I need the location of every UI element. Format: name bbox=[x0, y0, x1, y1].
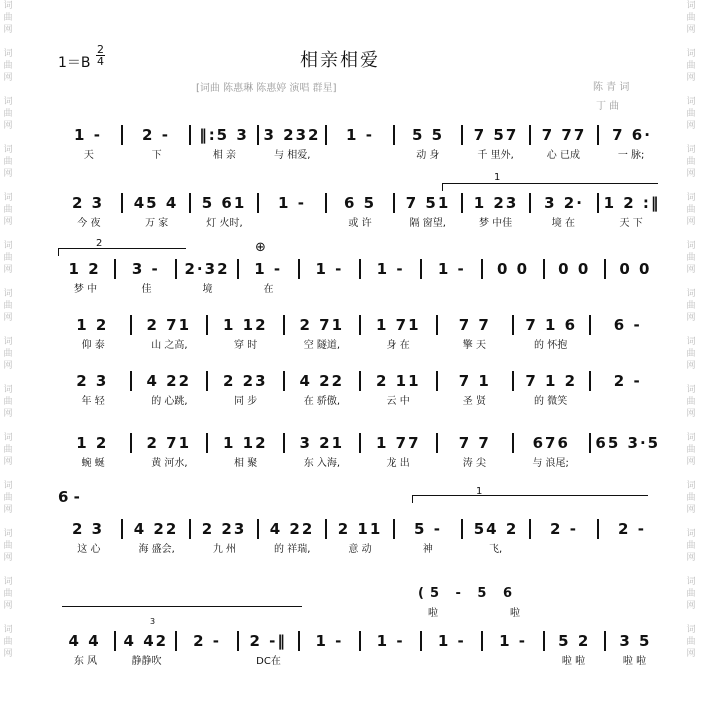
measure: 1 - bbox=[437, 632, 466, 650]
measure: 2 -‖ bbox=[249, 632, 287, 650]
notes-line bbox=[55, 370, 665, 392]
lyric: 在 bbox=[263, 284, 274, 295]
upper-voice-notes: (5 - 5 6 bbox=[418, 586, 519, 601]
measure: 3 21 bbox=[299, 434, 345, 452]
lyric: 东 入海, bbox=[303, 458, 341, 469]
watermark-right: 词 曲 网 词 曲 网 词 曲 网 词 曲 网 词 曲 网 词 曲 网 词 曲 网 词 曲 网 词 曲 网 词 曲 网 词 曲 网 词 曲 网 词 曲 网 词 曲 网 bbox=[686, 1, 696, 659]
measure: 7 6· bbox=[612, 126, 652, 144]
measure: 3 - bbox=[131, 260, 160, 278]
volta-2-bracket bbox=[58, 248, 186, 249]
lyric bbox=[177, 652, 238, 668]
lyric: 天 下 bbox=[619, 218, 643, 229]
lyric: 相 亲 bbox=[212, 150, 237, 161]
lyric: 黄 河水, bbox=[151, 458, 188, 469]
measure: 2 3 bbox=[76, 372, 109, 390]
measure: 2 3 bbox=[71, 520, 105, 538]
lyric bbox=[589, 336, 665, 352]
measure: 3 232 bbox=[263, 126, 321, 144]
watermark-left: 词 曲 网 词 曲 网 词 曲 网 词 曲 网 词 曲 网 词 曲 网 词 曲 网 词 曲 网 词 曲 网 词 曲 网 词 曲 网 词 曲 网 词 曲 网 词 曲 网 bbox=[3, 1, 13, 659]
lyric: 千 里外, bbox=[477, 150, 514, 161]
key-signature: 1＝B bbox=[58, 55, 91, 71]
lyric bbox=[299, 280, 360, 296]
measure: 2 71 bbox=[146, 434, 192, 452]
lyric: 静静吹 bbox=[131, 656, 162, 667]
measure: 1 23 bbox=[473, 194, 519, 212]
measure: 54 2 bbox=[473, 520, 519, 538]
lyric bbox=[326, 146, 394, 162]
lyric: 下 bbox=[151, 150, 162, 161]
lyric: 啦 啦 bbox=[622, 656, 647, 667]
measure: 5 - bbox=[414, 520, 442, 538]
lyric bbox=[604, 280, 665, 296]
measure: 7 1 2 bbox=[525, 372, 578, 390]
measure: 5 5 bbox=[411, 126, 445, 144]
volta-tick bbox=[442, 183, 443, 191]
lyric: 佳 bbox=[141, 284, 152, 295]
measure: 1 - bbox=[278, 194, 306, 212]
measure: 4 22 bbox=[269, 520, 315, 538]
lyric bbox=[360, 280, 421, 296]
lyrics-line bbox=[55, 214, 665, 230]
lyrics-line bbox=[55, 652, 665, 668]
lyric: 万 家 bbox=[145, 218, 169, 229]
measure: 1 2 :‖ bbox=[603, 194, 661, 212]
volta-1-label: 1 bbox=[494, 172, 501, 183]
lyric: 境 bbox=[202, 284, 213, 295]
measure: 4 4 bbox=[68, 632, 101, 650]
lyrics-line bbox=[55, 454, 665, 470]
song-title: 相亲相爱 bbox=[300, 50, 380, 71]
lyric: 相 聚 bbox=[234, 458, 258, 469]
upper-voice-lyric: 啦 bbox=[510, 608, 520, 619]
lyric: 同 步 bbox=[234, 396, 258, 407]
measure: 45 4 bbox=[133, 194, 179, 212]
measure: 2·32 bbox=[184, 260, 230, 278]
measure: 676 bbox=[532, 434, 570, 452]
lyric: 的 祥瑞, bbox=[274, 544, 311, 555]
measure: 5 2 bbox=[558, 632, 591, 650]
lyric bbox=[589, 454, 665, 470]
measure: 1 - bbox=[346, 126, 374, 144]
measure: 7 1 bbox=[458, 372, 491, 390]
notes-line bbox=[55, 630, 665, 652]
lyric: 灯 火时, bbox=[206, 218, 243, 229]
score-row-2 bbox=[55, 192, 665, 230]
lyric: 心 已成 bbox=[546, 150, 580, 161]
lyric: 龙 出 bbox=[386, 458, 410, 469]
lyric bbox=[299, 652, 360, 668]
measure: 0 0 bbox=[558, 260, 591, 278]
measure: 0 0 bbox=[496, 260, 530, 278]
lyric: 圣 贤 bbox=[462, 396, 486, 407]
lyric: 年 轻 bbox=[81, 396, 105, 407]
lyric: 擎 天 bbox=[462, 340, 486, 351]
measure: 7 7 bbox=[458, 434, 491, 452]
lyric: 空 隧道, bbox=[303, 340, 341, 351]
measure: 2 - bbox=[618, 520, 646, 538]
credits: [词曲 陈惠琳 陈惠婷 演唱 群星] bbox=[196, 83, 337, 94]
lyric: 意 动 bbox=[348, 544, 372, 555]
measure: 2 11 bbox=[337, 520, 383, 538]
lyric: 的 微笑 bbox=[534, 396, 568, 407]
measure: 7 1 6 bbox=[525, 316, 578, 334]
upper-voice-lyric: 啦 bbox=[428, 608, 438, 619]
measure: 1 12 bbox=[222, 434, 268, 452]
measure: 2 - bbox=[193, 632, 221, 650]
lyric: 境 在 bbox=[551, 218, 575, 229]
measure: 4 22 bbox=[299, 372, 345, 390]
measure: 2 3 bbox=[71, 194, 105, 212]
score-row-4 bbox=[55, 314, 665, 352]
composer: 丁 曲 bbox=[596, 101, 620, 112]
measure: 0 0 bbox=[619, 260, 652, 278]
lyric bbox=[482, 652, 543, 668]
lyric: 山 之高, bbox=[151, 340, 188, 351]
lyric: 与 浪尾; bbox=[532, 458, 569, 469]
volta-1-bracket-b bbox=[412, 495, 648, 496]
measure: 1 71 bbox=[375, 316, 421, 334]
measure: 1 77 bbox=[375, 434, 421, 452]
lyric: 梦 中 bbox=[73, 284, 98, 295]
measure: 2 - bbox=[142, 126, 170, 144]
measure: 3 2· bbox=[544, 194, 584, 212]
lyric: 啦 啦 bbox=[561, 656, 586, 667]
score-row-7 bbox=[55, 518, 665, 556]
time-signature bbox=[96, 44, 105, 67]
measure: 6 - bbox=[613, 316, 642, 334]
lyric bbox=[258, 214, 326, 230]
lyric: 仰 泰 bbox=[81, 340, 105, 351]
coda-sign: ⊕ bbox=[255, 240, 266, 255]
measure: 1 2 bbox=[76, 434, 109, 452]
measure: 7 77 bbox=[541, 126, 587, 144]
lyric: 神 bbox=[422, 544, 433, 555]
measure: 1 2 bbox=[76, 316, 109, 334]
score-row-1 bbox=[55, 124, 665, 162]
volta-1-label-b: 1 bbox=[476, 486, 483, 497]
time-denominator: 4 bbox=[97, 55, 104, 68]
score-row-6 bbox=[55, 432, 665, 470]
time-numerator: 2 bbox=[97, 43, 104, 56]
lyric: 与 相爱, bbox=[274, 150, 311, 161]
lyric: 东 风 bbox=[73, 656, 98, 667]
measure: 1 - bbox=[315, 260, 344, 278]
volta-2-label: 2 bbox=[96, 238, 103, 249]
volta-1-bracket bbox=[442, 183, 658, 184]
lyric: 今 夜 bbox=[77, 218, 101, 229]
lyric bbox=[543, 280, 604, 296]
triplet-mark: 3 bbox=[150, 617, 156, 626]
carry-over-note: 6 - bbox=[58, 488, 80, 506]
measure: 2 23 bbox=[222, 372, 268, 390]
lyric: 这 心 bbox=[77, 544, 101, 555]
lyric: 云 中 bbox=[386, 396, 410, 407]
lyrics-line bbox=[55, 540, 665, 556]
lyrics-line bbox=[55, 392, 665, 408]
lyric: 飞, bbox=[488, 544, 503, 555]
lyric bbox=[421, 652, 482, 668]
measure: 1 12 bbox=[222, 316, 268, 334]
notes-line bbox=[55, 518, 665, 540]
measure: 6 5 bbox=[343, 194, 377, 212]
measure: 4 22 bbox=[133, 520, 179, 538]
lyric bbox=[421, 280, 482, 296]
lyricist: 陈 青 词 bbox=[593, 82, 630, 93]
measure: 2 71 bbox=[299, 316, 345, 334]
score-row-8 bbox=[55, 630, 665, 668]
measure: 1 - bbox=[499, 632, 527, 650]
lyric: 隔 窗望, bbox=[409, 218, 446, 229]
volta-2-bracket-b bbox=[62, 606, 302, 607]
lyrics-line bbox=[55, 280, 665, 296]
measure: 2 23 bbox=[201, 520, 247, 538]
lyric: 的 怀抱 bbox=[534, 340, 568, 351]
score-row-3 bbox=[55, 258, 665, 296]
lyric: 涛 尖 bbox=[462, 458, 486, 469]
lyrics-line bbox=[55, 336, 665, 352]
notes-line bbox=[55, 314, 665, 336]
notes-line bbox=[55, 258, 665, 280]
measure: 4 42 bbox=[123, 632, 169, 650]
lyrics-line bbox=[55, 146, 665, 162]
measure: 65 3·5 bbox=[595, 434, 661, 452]
volta-tick bbox=[412, 495, 413, 503]
measure: 2 - bbox=[613, 372, 642, 390]
lyric: 的 心跳, bbox=[151, 396, 188, 407]
lyric bbox=[360, 652, 421, 668]
measure: 1 - bbox=[74, 126, 102, 144]
measure: 1 2 bbox=[68, 260, 101, 278]
lyric bbox=[529, 540, 597, 556]
lyric: 海 盛会, bbox=[138, 544, 175, 555]
lyric: 在 骄傲, bbox=[303, 396, 341, 407]
measure: 1 - bbox=[254, 260, 283, 278]
measure: 1 - bbox=[437, 260, 466, 278]
volta-tick bbox=[58, 248, 59, 256]
lyric: 一 脉; bbox=[617, 150, 645, 161]
lyric: 身 在 bbox=[386, 340, 410, 351]
measure: 4 22 bbox=[146, 372, 192, 390]
score-row-5 bbox=[55, 370, 665, 408]
measure: 7 57 bbox=[473, 126, 519, 144]
measure: 1 - bbox=[315, 632, 344, 650]
lyric: 九 州 bbox=[212, 544, 237, 555]
measure: 1 - bbox=[376, 260, 405, 278]
measure: 7 7 bbox=[458, 316, 491, 334]
notes-line bbox=[55, 432, 665, 454]
lyric bbox=[589, 392, 665, 408]
lyric: 穿 时 bbox=[234, 340, 258, 351]
measure: 3 5 bbox=[619, 632, 652, 650]
measure: 2 - bbox=[550, 520, 578, 538]
lyric: 或 许 bbox=[348, 218, 372, 229]
lyric: DC在 bbox=[256, 656, 281, 667]
lyric bbox=[482, 280, 543, 296]
lyric: 天 bbox=[83, 150, 94, 161]
measure: 2 71 bbox=[146, 316, 192, 334]
notes-line bbox=[55, 192, 665, 214]
measure: ‖:5 3 bbox=[199, 126, 249, 144]
notes-line bbox=[55, 124, 665, 146]
lyric: 梦 中佳 bbox=[478, 218, 513, 229]
measure: 7 51 bbox=[405, 194, 451, 212]
measure: 2 11 bbox=[375, 372, 421, 390]
measure: 1 - bbox=[376, 632, 405, 650]
measure: 5 61 bbox=[201, 194, 247, 212]
lyric bbox=[597, 540, 665, 556]
lyric: 动 身 bbox=[416, 150, 440, 161]
lyric: 蜿 蜒 bbox=[81, 458, 105, 469]
